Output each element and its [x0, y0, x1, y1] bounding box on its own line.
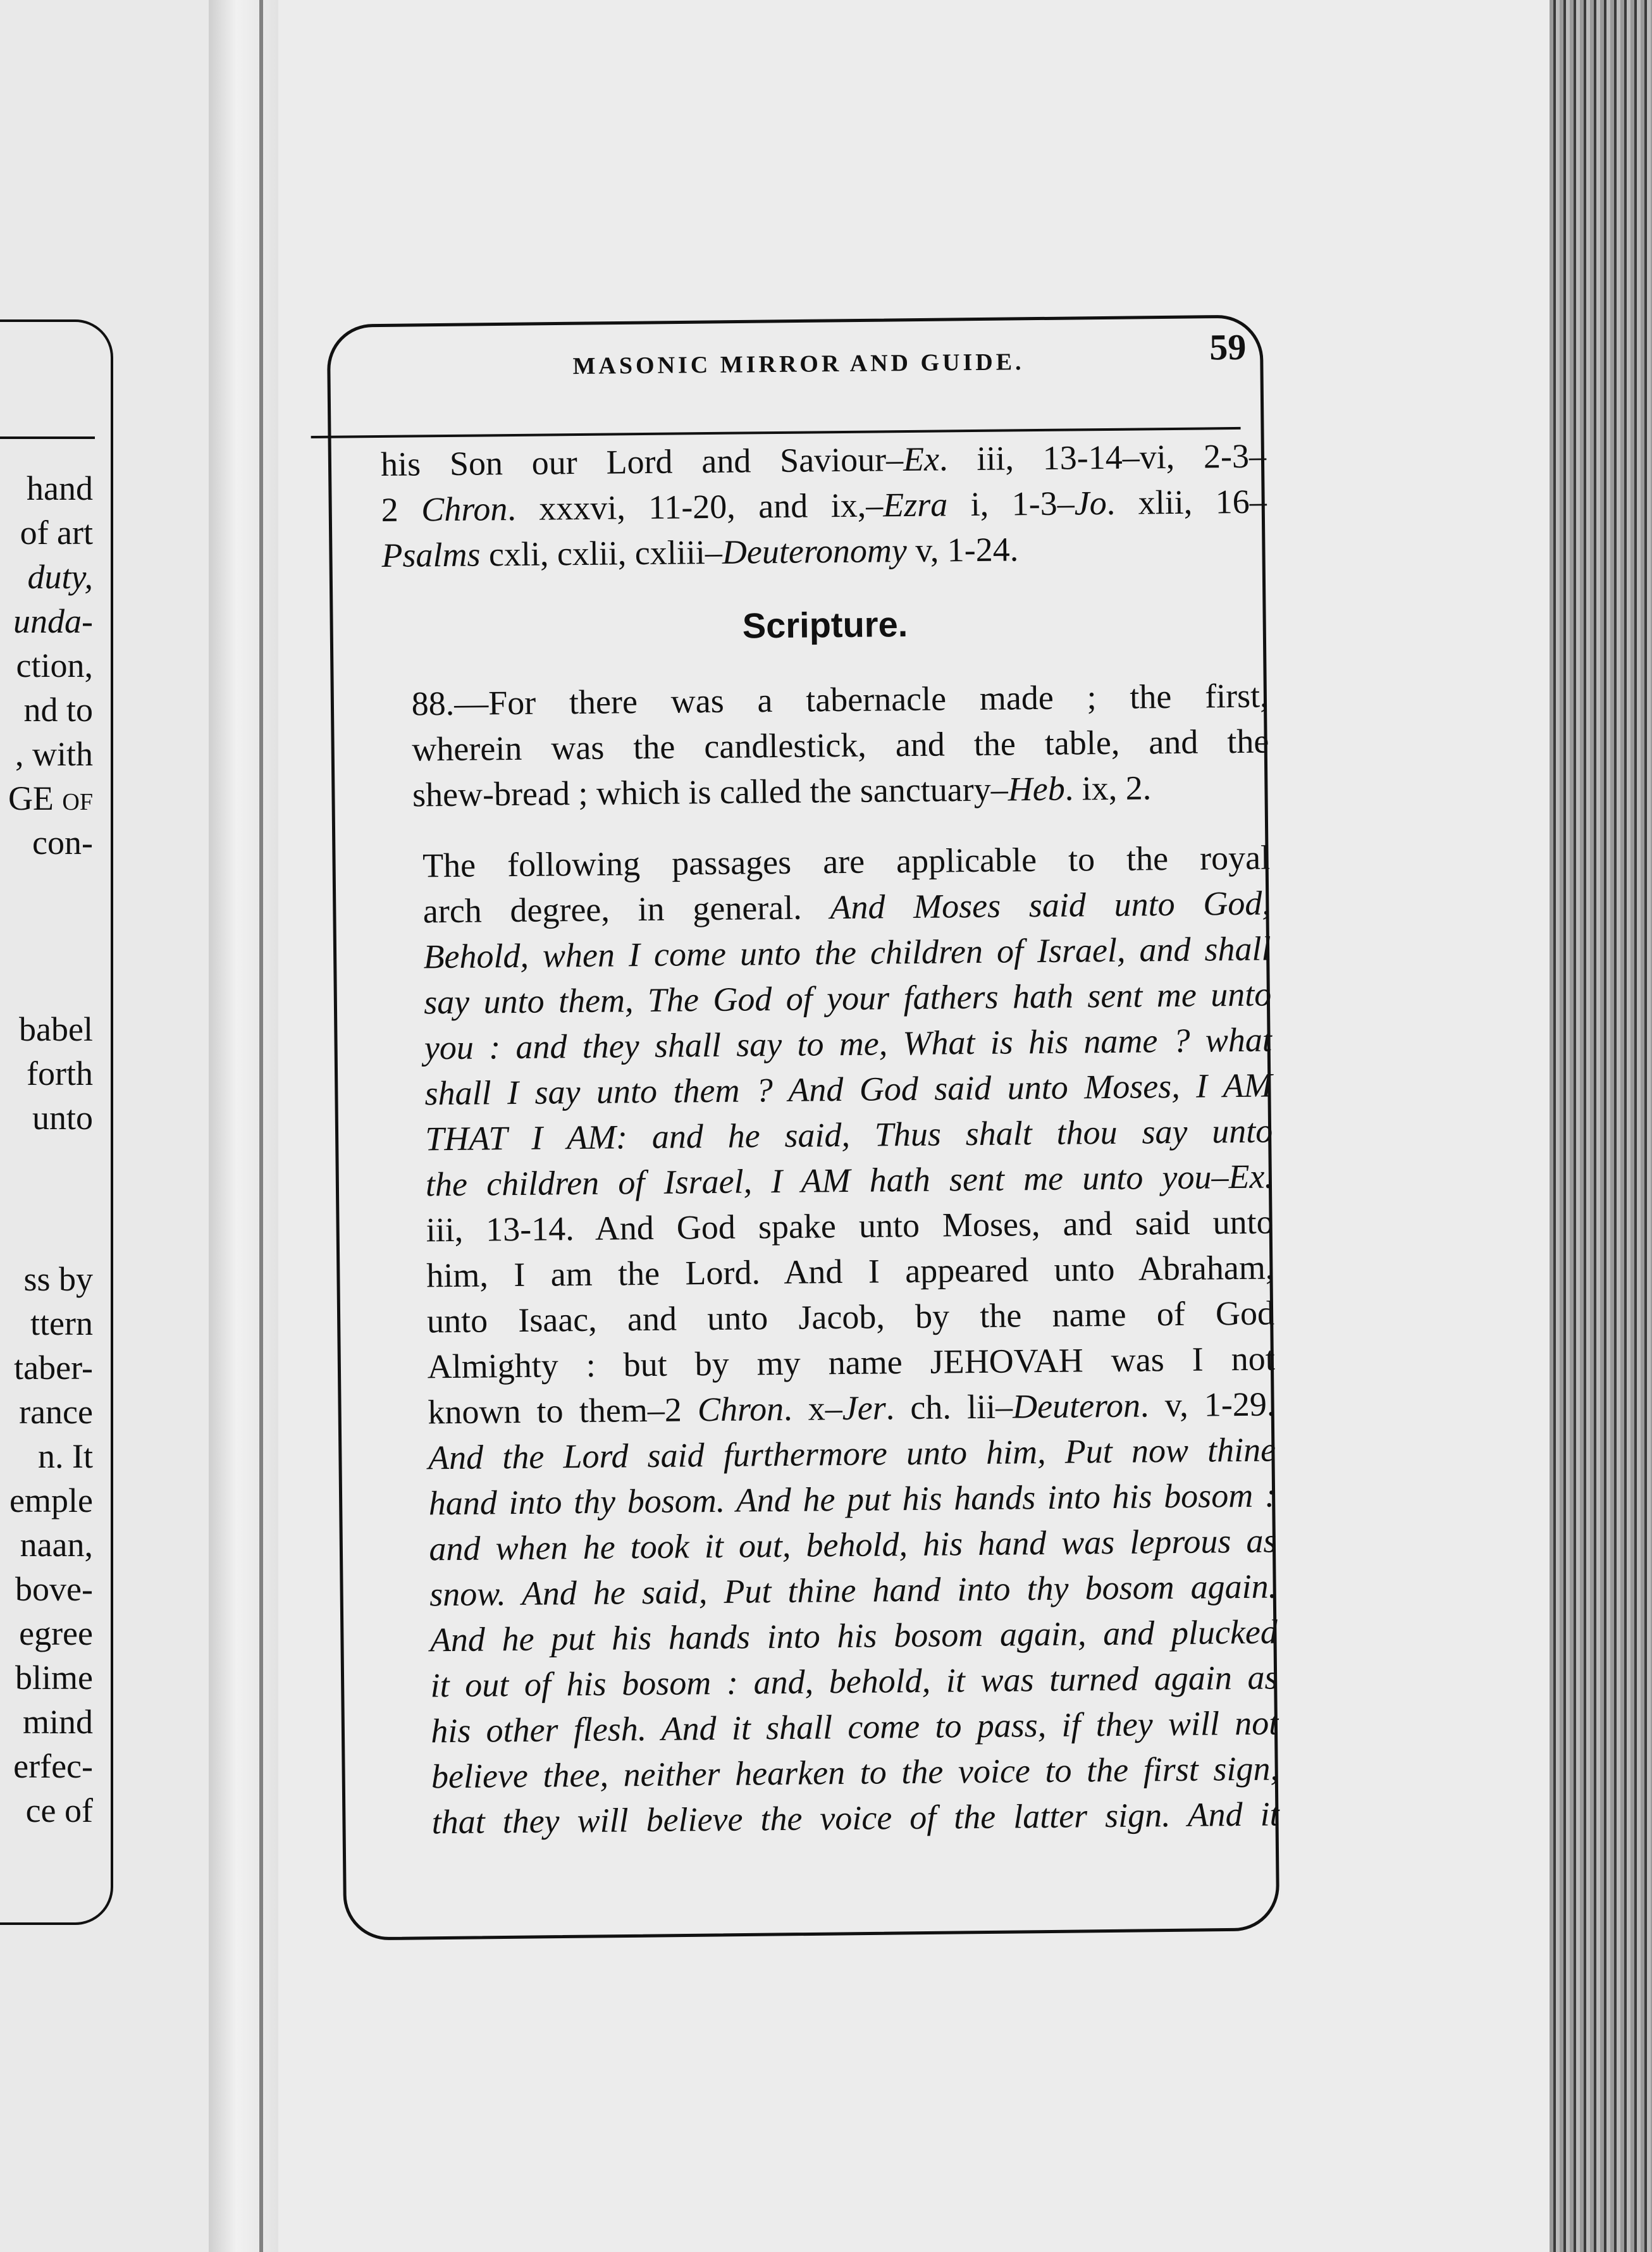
- text-line: THAT I AM: and he said, Thus shalt thou say unto: [425, 1111, 1273, 1158]
- left-line: unda-: [13, 602, 93, 640]
- text-line: Almighty : but by my name JEHOVAH was I not: [427, 1339, 1275, 1386]
- page-content: [379, 321, 1279, 1845]
- text-line: hand into thy bosom. And he put his hands into his bosom :: [428, 1476, 1277, 1523]
- left-line: ttern: [30, 1304, 93, 1342]
- text-line: known to them–2 Chron. x–Jer. ch. lii–Deuteron. v, 1-29.: [428, 1385, 1276, 1432]
- text-line: iii, 13-14. And God spake unto Moses, and said unto: [426, 1203, 1274, 1249]
- text-line: Behold, when I come unto the children of Israel, and shall: [423, 929, 1271, 976]
- left-line: , with: [15, 735, 93, 773]
- text-line: you : and they shall say to me, What is his name ? what: [424, 1020, 1273, 1067]
- text-line: 88.—For there was a tabernacle made ; the first,: [411, 676, 1269, 723]
- left-line: duty,: [27, 558, 93, 596]
- text-line: shew-bread ; which is called the sanctuary–Heb. ix, 2.: [412, 769, 1152, 814]
- page-number: 59: [1209, 326, 1247, 368]
- left-line: n. It: [38, 1437, 93, 1475]
- left-line: blime: [15, 1659, 93, 1697]
- text-line: the children of Israel, I AM hath sent me unto you–Ex.: [425, 1157, 1274, 1204]
- left-line: naan,: [20, 1526, 93, 1564]
- text-line: it out of his bosom : and, behold, it was turned again as: [430, 1658, 1278, 1705]
- text-line: wherein was the candlestick, and the table, and the: [412, 722, 1269, 769]
- previous-page-rule: [0, 436, 95, 439]
- left-line: of art: [20, 514, 93, 552]
- left-line: rance: [19, 1393, 93, 1431]
- left-line: erfec-: [13, 1747, 93, 1785]
- left-line: ss by: [23, 1260, 93, 1298]
- section-heading: Scripture.: [742, 604, 908, 646]
- scripture-references: [381, 433, 1267, 578]
- text-line: unto Isaac, and unto Jacob, by the name of God: [426, 1294, 1275, 1340]
- paragraph-88: [383, 673, 1269, 818]
- book-gutter: [209, 0, 278, 2252]
- left-line: GE of: [8, 779, 93, 817]
- paragraph-passages: [385, 835, 1279, 1845]
- left-line: egree: [19, 1614, 93, 1652]
- left-line: bove-: [15, 1570, 93, 1608]
- page-edges: [1550, 0, 1652, 2252]
- text-line: And the Lord said furthermore unto him, Put now thine: [428, 1430, 1276, 1477]
- text-line: him, I am the Lord. And I appeared unto Abraham,: [426, 1248, 1274, 1295]
- left-line: babel: [19, 1010, 93, 1048]
- text-line: arch degree, in general. And Moses said unto God,: [422, 884, 1271, 931]
- left-line: con-: [32, 824, 93, 862]
- left-line: mind: [22, 1703, 93, 1741]
- running-title: MASONIC MIRROR AND GUIDE.: [572, 349, 1025, 380]
- previous-page: [0, 0, 209, 2252]
- text-line: shall I say unto them ? And God said unto Moses, I AM: [424, 1066, 1273, 1113]
- left-line: unto: [32, 1099, 93, 1137]
- text-line: and when he took it out, behold, his hand was leprous as: [429, 1521, 1277, 1568]
- page-header: [379, 321, 1266, 430]
- text-line: his Son our Lord and Saviour–Ex. iii, 13-14–vi, 2-3–: [380, 436, 1267, 483]
- left-line: taber-: [14, 1349, 93, 1387]
- left-line: nd to: [23, 691, 93, 729]
- left-line: hand: [27, 469, 93, 507]
- gutter-crease: [259, 0, 263, 2252]
- text-line: his other flesh. And it shall come to pass, if they will not: [430, 1704, 1279, 1750]
- left-line: emple: [9, 1482, 93, 1519]
- text-line: The following passages are applicable to the royal: [422, 838, 1271, 885]
- text-line: And he put his hands into his bosom again, and plucked: [429, 1612, 1278, 1659]
- text-line: say unto them, The God of your fathers hath sent me unto: [423, 975, 1272, 1022]
- text-line: snow. And he said, Put thine hand into thy bosom again.: [429, 1567, 1278, 1614]
- left-line: ction,: [16, 647, 93, 684]
- left-line: forth: [27, 1055, 93, 1092]
- text-line: believe thee, neither hearken to the voice to the first sign,: [431, 1749, 1279, 1796]
- left-line: ce of: [25, 1791, 93, 1829]
- text-line: 2 Chron. xxxvi, 11-20, and ix,–Ezra i, 1-3–Jo. xlii, 16–: [381, 482, 1267, 529]
- text-line: that they will believe the voice of the latter sign. And it: [431, 1795, 1279, 1841]
- text-line: Psalms cxli, cxlii, cxliii–Deuteronomy v, 1-24.: [381, 530, 1019, 574]
